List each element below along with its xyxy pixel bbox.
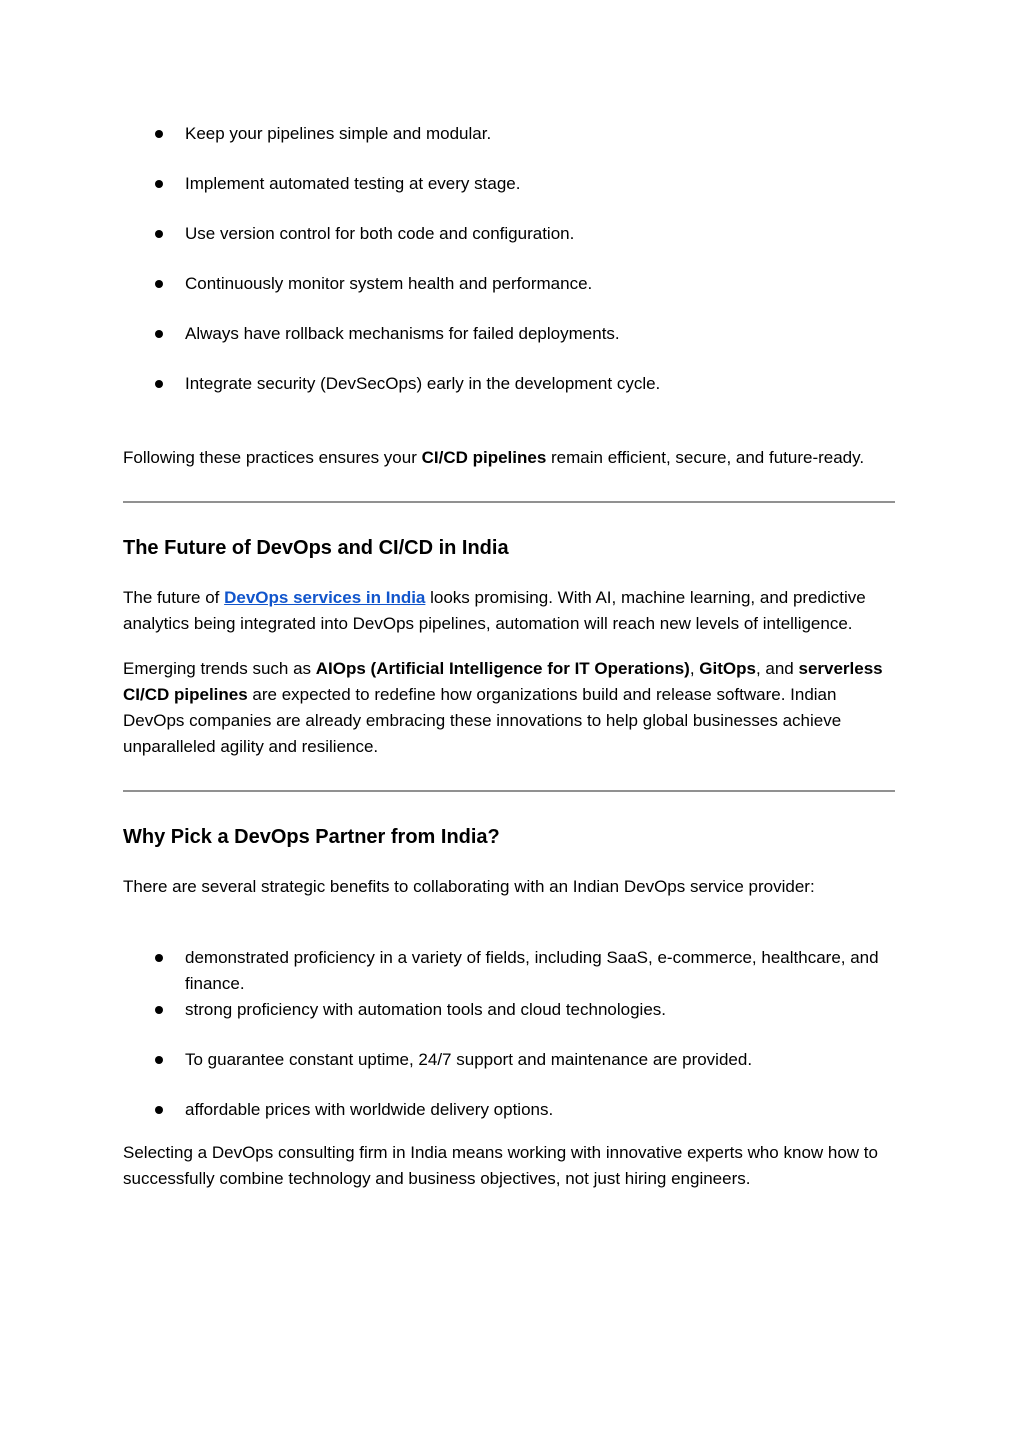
- text-span: ,: [689, 659, 700, 678]
- list-item: Always have rollback mechanisms for failed deployments.: [123, 321, 898, 347]
- why-closing-paragraph: Selecting a DevOps consulting firm in India means working with innovative experts who know how to successfully combine technology and business objectives, not just hiring engineers.: [123, 1143, 878, 1188]
- list-item: Implement automated testing at every stage.: [123, 171, 898, 197]
- list-item: Integrate security (DevSecOps) early in the development cycle.: [123, 371, 898, 397]
- bold-text: GitOps: [699, 659, 756, 678]
- text-span: looks promising. With AI, machine learning, and predictive analytics being integrated into DevOps pipelines, automation will reach new levels of intelligence.: [123, 588, 866, 633]
- section-divider: [123, 790, 895, 792]
- bold-text: CI/CD pipelines: [421, 448, 547, 467]
- document-content: [123, 121, 898, 1192]
- text-span: are expected to redefine how organizations build and release software. Indian DevOps companies are already embracing these innovations to help global businesses achieve unparalleled agility and resilience.: [123, 685, 842, 756]
- list-item: affordable prices with worldwide delivery options.: [123, 1097, 898, 1123]
- bold-text: serverless CI/CD pipelines: [123, 659, 883, 704]
- heading-why-pick-partner: Why Pick a DevOps Partner from India?: [123, 826, 500, 848]
- list-item: Use version control for both code and configuration.: [123, 221, 898, 247]
- list-item: strong proficiency with automation tools and cloud technologies.: [123, 997, 898, 1023]
- future-paragraph-2: [123, 656, 898, 760]
- practices-summary-paragraph: [123, 445, 898, 471]
- heading-future-of-devops: The Future of DevOps and CI/CD in India: [123, 537, 509, 559]
- list-item: demonstrated proficiency in a variety of fields, including SaaS, e-commerce, healthcare, and finance.: [123, 945, 898, 997]
- devops-services-in-india-link[interactable]: DevOps services in India: [224, 588, 426, 607]
- list-item: To guarantee constant uptime, 24/7 support and maintenance are provided.: [123, 1047, 898, 1073]
- text-span: The future of: [123, 588, 225, 607]
- list-item: Keep your pipelines simple and modular.: [123, 121, 898, 147]
- text-span: Emerging trends such as: [123, 659, 316, 678]
- future-paragraph-1: [123, 585, 898, 637]
- list-item: Continuously monitor system health and performance.: [123, 271, 898, 297]
- section-divider: [123, 501, 895, 503]
- bold-text: AIOps (Artificial Intelligence for IT Operations): [315, 659, 690, 678]
- text-span: Following these practices ensures your: [123, 448, 422, 467]
- text-span: , and: [755, 659, 799, 678]
- best-practices-list: [123, 121, 898, 397]
- why-benefits-list: [123, 945, 898, 1123]
- text-span: remain efficient, secure, and future-ready.: [546, 448, 865, 467]
- why-intro-paragraph: There are several strategic benefits to collaborating with an Indian DevOps service provider:: [123, 877, 815, 896]
